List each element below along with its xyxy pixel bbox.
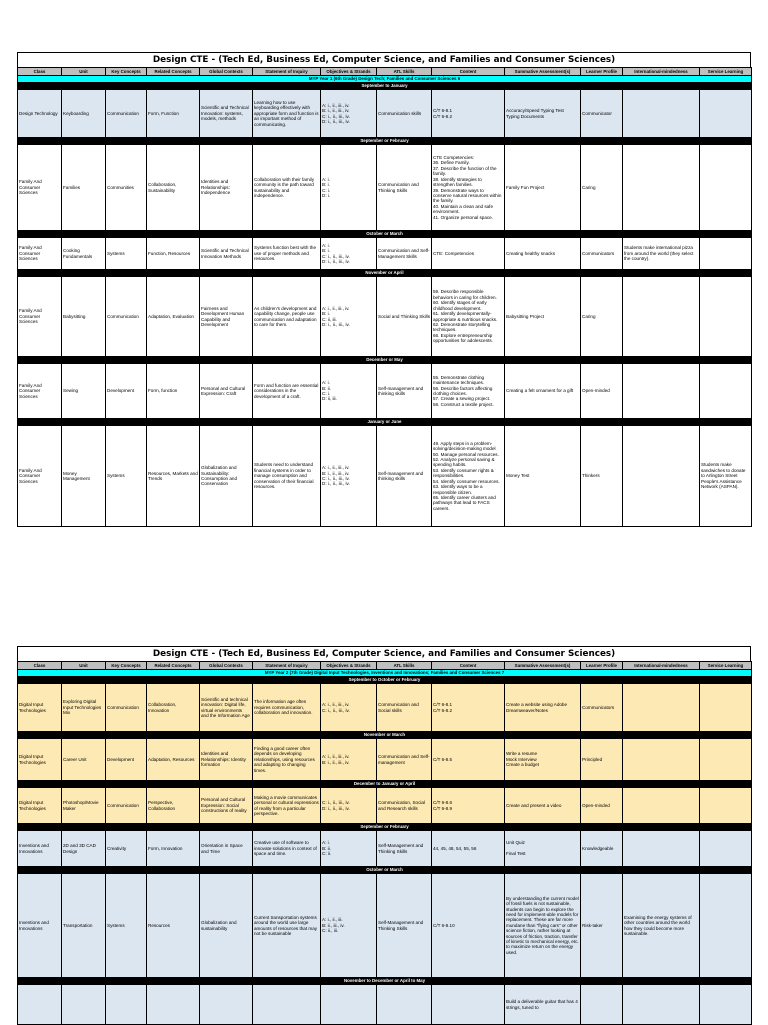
table-cell: Making a movie communicates personal or cultural expressions of reality from a particular perspective. (253, 788, 321, 824)
table-cell: Transportation (62, 874, 106, 978)
table-cell: Identities and Relationships: Independence (200, 145, 253, 231)
page-title: Design CTE - (Tech Ed, Business Ed, Computer Science, and Families and Consumer Sciences) (17, 646, 751, 661)
column-header-row (18, 662, 752, 670)
table-cell (700, 277, 752, 357)
column-header: Service Learning (700, 662, 752, 670)
term-band: November or March (18, 732, 752, 739)
table-cell: Resources (147, 874, 200, 978)
table-cell: Money Test (505, 426, 581, 527)
table-cell (623, 684, 700, 732)
table-cell (700, 985, 752, 1025)
table-cell: C/T 6-8.1 C/T 6-8.2 (432, 684, 505, 732)
table-cell: Creating a felt ornament for a gift (505, 364, 581, 419)
table-cell: Communication (106, 788, 147, 824)
table-cell: 59. Describe responsible behaviors in caring for children. 60. Identify stages of early childhood development. 61. Identify developmentally-appropriate & nutritious snacks. 62. Demonstrate storytelling techniques. 66. Explore entrepreneurship opportunities for adolescents. (432, 277, 505, 357)
table-cell: C/T 6-8.1 C/T 6-8.2 (432, 90, 505, 138)
table-cell: Principled (581, 739, 623, 781)
table-cell: A: i., ii., iii., iv. B: i., ii., iii., iv. C: i., ii., iii., iv. D: i., ii., iii., iv. (321, 426, 377, 527)
table-cell: Social and Thinking Skills (377, 277, 432, 357)
term-band: October or March (18, 231, 752, 238)
table-cell: Family And Consumer Sciences (18, 238, 62, 270)
table-cell: Family And Consumer Sciences (18, 364, 62, 419)
table-cell (623, 90, 700, 138)
table-cell: Personal and Cultural Expression: Craft (200, 364, 253, 419)
table-row (18, 238, 752, 270)
table-cell: A: i. B: ii. C: ii. (321, 831, 377, 867)
column-header: Unit (62, 68, 106, 76)
table-cell: Systems function best with the use of proper methods and resources. (253, 238, 321, 270)
table-cell: Students make sandwiches to donate to Arlington Street People's Assistance Network (ASPAN). (700, 426, 752, 527)
table-cell (700, 739, 752, 781)
table-cell: Family And Consumer Sciences (18, 277, 62, 357)
table-cell: Babysitting Project (505, 277, 581, 357)
table-cell: Collaboration, Sustainability (147, 145, 200, 231)
table-cell: Development (106, 364, 147, 419)
table-cell: Self-management and thinking skills (377, 426, 432, 527)
term-band: December to January or April (18, 781, 752, 788)
column-header: Learner Profile (581, 662, 623, 670)
column-header: Content (432, 662, 505, 670)
column-header: Service Learning (700, 68, 752, 76)
column-header: Learner Profile (581, 68, 623, 76)
column-header: Related Concepts (147, 662, 200, 670)
table-row (18, 874, 752, 978)
table-cell: Family And Consumer Sciences (18, 145, 62, 231)
table-cell (700, 788, 752, 824)
column-header: ATL Skills (377, 68, 432, 76)
table-cell: Create a website using Adobe Dreamweaver/Notes (505, 684, 581, 732)
table-cell: A: i., ii., iii. B: ii., iii., iv. C: ii., iii. (321, 874, 377, 978)
table-cell: Digital Input Technologies (18, 739, 62, 781)
table-row (18, 739, 752, 781)
table-cell: Communication and Self-management (377, 739, 432, 781)
table-cell: A: i., ii., iii., iv. B: i. C: ii, iii. D: i., ii., iii., iv. (321, 277, 377, 357)
table-cell: The information age often requires communication, collaboration and innovation. (253, 684, 321, 732)
table-cell: 49. Apply steps in a problem-solving/decision-making model 50. Manage personal resources. 52. Analyze personal saving & spending habits. 53. Identify consumer rights & responsibilities. 54. Identify consumer resources. 63. Identify ways to be a responsible citizen. 65. Identify career clusters and pathways that lead to FACS careers. (432, 426, 505, 527)
table-cell: Babysitting (62, 277, 106, 357)
table-cell: Examining the energy systems of other countries around the world how they could become more sustainable. (623, 874, 700, 978)
column-header: Related Concepts (147, 68, 200, 76)
table-cell: Communicators (581, 684, 623, 732)
table-cell: Perspective, Collaboration (147, 788, 200, 824)
term-band: September or February (18, 824, 752, 831)
table-cell: Collaboration with their family community is the path toward sustainability and independence. (253, 145, 321, 231)
table-cell: Keyboarding (62, 90, 106, 138)
table-cell: Build a deliverable guitar that has 4 strings, tuned to (505, 985, 581, 1025)
table-cell (623, 831, 700, 867)
table-cell: Open-minded (581, 364, 623, 419)
table-cell: By understanding the current model of fossil fuels is not sustainable, students can begin to explore the need for implement-able models for replacement. These are far more mundane than "flying cars" or other science fiction, rather looking at sources of friction, traction, transfer of kinetic to mechanical energy, etc. to maximize return on the energy used. (505, 874, 581, 978)
table-cell: Current transportation systems around the world use large amounts of resources that may not be sustainable (253, 874, 321, 978)
table-row (18, 831, 752, 867)
table-cell: Exploring Digital Input Technologies Mix (62, 684, 106, 732)
table-cell: Digital Input Technologies (18, 788, 62, 824)
table-cell: Personal and Cultural Expression: Social constructions of reality (200, 788, 253, 824)
table-cell (623, 739, 700, 781)
table-cell: Creativity (106, 831, 147, 867)
table-cell: Sewing (62, 364, 106, 419)
table-cell: Communities (106, 145, 147, 231)
column-header: Unit (62, 662, 106, 670)
table-cell: Design Technology (18, 90, 62, 138)
table-cell: CTE: Competencies (432, 238, 505, 270)
table-cell: 2D and 3D CAD Design (62, 831, 106, 867)
table-cell: Scientific and Technical Innovation Methods (200, 238, 253, 270)
table-cell: Family Fun Project (505, 145, 581, 231)
table-cell (700, 90, 752, 138)
table-cell: Adaptation, Evaluation (147, 277, 200, 357)
table-cell: Systems (106, 238, 147, 270)
unit-plan-table (17, 661, 752, 1025)
table-cell: Form, function (147, 364, 200, 419)
table-cell: Photoshop/Movie Maker (62, 788, 106, 824)
table-cell (623, 426, 700, 527)
table-cell (700, 238, 752, 270)
column-header: Key Concepts (106, 662, 147, 670)
table-cell: Learning how to use keyboarding effectively with appropriate form and function is an important method of communicating. (253, 90, 321, 138)
table-cell (623, 364, 700, 419)
term-band: December or May (18, 357, 752, 364)
table-cell: CTE Competencies: 36. Define Family. 37. Describe the function of the family. 38. Identify strategies to strengthen families. 39. Demonstrate ways to conserve natural resources within the family. 40. Maintain a clean and safe environment. 41. Organize personal space. (432, 145, 505, 231)
unit-plan-table (17, 67, 752, 527)
table-cell (700, 831, 752, 867)
table-cell: Risk-taker (581, 874, 623, 978)
column-header-row (18, 68, 752, 76)
column-header: Global Contexts (200, 68, 253, 76)
table-cell: Knowledgeable (581, 831, 623, 867)
table-cell: Students need to understand financial systems in order to manage consumption and conservation of their financial resources. (253, 426, 321, 527)
table-cell (432, 985, 505, 1025)
table-cell: Collaboration, Innovation (147, 684, 200, 732)
table-cell: Globalization and sustainability (200, 874, 253, 978)
table-cell (700, 364, 752, 419)
table-cell (147, 985, 200, 1025)
column-header: Objectives & Strands (321, 662, 377, 670)
table-cell: Thinkers (581, 426, 623, 527)
table-cell: Digital Input Technologies (18, 684, 62, 732)
table-cell: Adaptation, Resources (147, 739, 200, 781)
table-row (18, 277, 752, 357)
table-cell: 55. Demonstrate clothing maintenance techniques. 56. Describe factors affecting clothing choices. 57. Create a sewing project. 58. Construct a textile project. (432, 364, 505, 419)
table-row (18, 426, 752, 527)
table-cell: Scientific and technical innovation: Digital life, virtual environments and the Information Age (200, 684, 253, 732)
table-cell: Self-management and thinking skills (377, 364, 432, 419)
table-cell: Unit Quiz Final Test (505, 831, 581, 867)
table-cell: A: i. B: i. C: i. D: i. (321, 145, 377, 231)
term-band: November or April (18, 270, 752, 277)
table-cell: Write a resume Mock Interview Create a budget (505, 739, 581, 781)
table-cell: C/T 6-8.10 (432, 874, 505, 978)
term-band: September to January (18, 83, 752, 90)
column-header: Summative Assessment(s) (505, 662, 581, 670)
table-cell: Communication, Social and Research skills (377, 788, 432, 824)
table-row (18, 788, 752, 824)
table-cell: Family And Consumer Sciences (18, 426, 62, 527)
table-row (18, 684, 752, 732)
table-cell (62, 985, 106, 1025)
term-band: November to December or April to May (18, 978, 752, 985)
table-cell: Finding a good career often depends on developing relationships, using resources and adapting to changing times. (253, 739, 321, 781)
column-header: International-mindedness (623, 68, 700, 76)
column-header: Key Concepts (106, 68, 147, 76)
table-cell: A: i., ii., iii., iv. B: i., ii., iii., iv. (321, 739, 377, 781)
table-cell: Create and present a video (505, 788, 581, 824)
table-cell: Form and function are essential considerations in the development of a craft. (253, 364, 321, 419)
table-cell (623, 788, 700, 824)
table-cell (700, 874, 752, 978)
table-cell: Money Management (62, 426, 106, 527)
table-cell (581, 985, 623, 1025)
table-cell: Scientific and Technical Innovation: systems, models, methods (200, 90, 253, 138)
column-header: Statement of Inquiry (253, 662, 321, 670)
table-cell: A: i., ii., iii., iv. B: i., ii., iii., iv. C: i., ii., iii., iv. D: i., ii., iii., iv. (321, 90, 377, 138)
column-header: Statement of Inquiry (253, 68, 321, 76)
table-row (18, 364, 752, 419)
table-cell: Resources, Markets and Trends (147, 426, 200, 527)
term-band: September or February (18, 138, 752, 145)
table-cell: Cooking Fundamentals (62, 238, 106, 270)
table-cell: Caring (581, 145, 623, 231)
table-cell: Form, Innovation (147, 831, 200, 867)
column-header: Objectives & Strands (321, 68, 377, 76)
table-cell: Form, Function (147, 90, 200, 138)
table-cell: Career Unit (62, 739, 106, 781)
column-header: ATL Skills (377, 662, 432, 670)
table-row (18, 90, 752, 138)
table-cell (700, 145, 752, 231)
unit-plan-page-2 (17, 646, 751, 1025)
column-header: Class (18, 662, 62, 670)
column-header: Class (18, 68, 62, 76)
table-cell: Inventions and Innovations (18, 874, 62, 978)
table-cell (623, 277, 700, 357)
year-label: MYP Year 1 (6th Grade) Design Tech; Families and Consumer Sciences 6 (18, 76, 752, 83)
table-cell: A: i., ii., iii., iv. C: i., ii., iii., iv. (321, 684, 377, 732)
table-cell: Systems (106, 426, 147, 527)
table-cell: Open-minded (581, 788, 623, 824)
table-cell: C/T 6-8.5 (432, 739, 505, 781)
table-cell: Globalization and Sustainability: Consumption and Conservation (200, 426, 253, 527)
table-cell: Fairness and Development Human Capability and Development (200, 277, 253, 357)
table-cell: Communication (106, 90, 147, 138)
table-cell: C: i., ii., iii., iv. D: i., ii., iii., iv. (321, 788, 377, 824)
page-title: Design CTE - (Tech Ed, Business Ed, Computer Science, and Families and Consumer Sciences) (17, 52, 751, 67)
table-cell: Creative use of software to innovate solutions in context of space and time. (253, 831, 321, 867)
table-cell: Self-Management and Thinking Skills (377, 874, 432, 978)
table-cell: A: i. B: i. C: i., ii., iii., iv. D: i., ii., iii., iv. (321, 238, 377, 270)
table-cell: Accuracy/Speed Typing Test Typing Documents (505, 90, 581, 138)
table-cell: 44, 45, 48, 54, 55, 56 (432, 831, 505, 867)
column-header: Global Contexts (200, 662, 253, 670)
table-row (18, 985, 752, 1025)
table-cell: Development (106, 739, 147, 781)
table-cell: C/T 6-8.6 C/T 6-8.9 (432, 788, 505, 824)
table-cell (377, 985, 432, 1025)
table-cell: Function, Resources (147, 238, 200, 270)
table-cell: Orientation in Space and Time (200, 831, 253, 867)
table-cell: Communicators (581, 238, 623, 270)
table-cell: Students make international pizza from around the world (they select the country). (623, 238, 700, 270)
year-label: MYP Year 2 (7th Grade) Digital Input Technologies, Inventions and Innovations; Families and Consumer Sciences 7 (18, 670, 752, 677)
table-cell (18, 985, 62, 1025)
table-cell: Creating healthy snacks (505, 238, 581, 270)
table-cell (623, 145, 700, 231)
table-cell: Communication (106, 684, 147, 732)
column-header: International-mindedness (623, 662, 700, 670)
table-cell (623, 985, 700, 1025)
table-cell: Caring (581, 277, 623, 357)
table-cell: As children's development and capability change, people use communication and adaptation to care for them. (253, 277, 321, 357)
unit-plan-page-1 (17, 52, 751, 527)
table-cell: Communicator (581, 90, 623, 138)
table-cell: Communication (106, 277, 147, 357)
table-cell: Identities and Relationships: Identity formation (200, 739, 253, 781)
table-cell: Communication and Social skills (377, 684, 432, 732)
table-cell (700, 684, 752, 732)
table-cell: Families (62, 145, 106, 231)
table-cell: Self-Management and Thinking Skills (377, 831, 432, 867)
term-band: January or June (18, 419, 752, 426)
table-row (18, 145, 752, 231)
table-cell: Systems (106, 874, 147, 978)
table-cell (200, 985, 253, 1025)
column-header: Content (432, 68, 505, 76)
table-cell (106, 985, 147, 1025)
table-cell: Inventions and Innovations (18, 831, 62, 867)
table-cell (321, 985, 377, 1025)
table-cell: A: i. B: ii. C: i. D: ii, iii. (321, 364, 377, 419)
table-cell: Communication skills (377, 90, 432, 138)
table-cell: Communication and Self-Management Skills (377, 238, 432, 270)
table-cell (253, 985, 321, 1025)
term-band: October or March (18, 867, 752, 874)
term-band: September to October or February (18, 677, 752, 684)
column-header: Summative Assessment(s) (505, 68, 581, 76)
table-cell: Communication and Thinking Skills (377, 145, 432, 231)
